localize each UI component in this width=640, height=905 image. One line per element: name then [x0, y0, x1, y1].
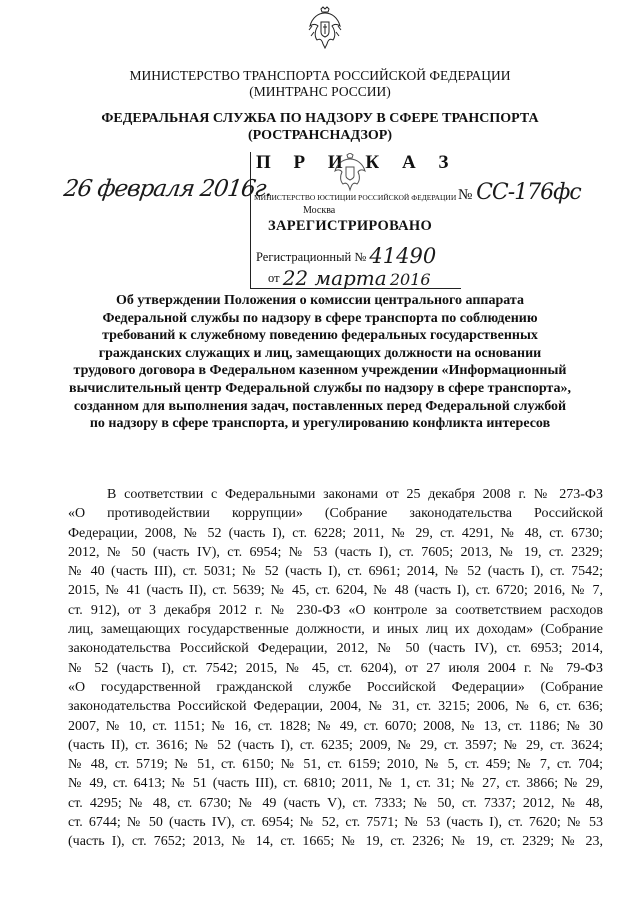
- body-line: ст. 912), от 3 декабря 2012 г. № 230-ФЗ «О контроле за соответствием расходов: [68, 602, 603, 618]
- stamp-reg-number: 41490: [369, 244, 437, 268]
- title-line: Федеральной службы по надзору в сфере транспорта по соблюдению: [102, 310, 538, 326]
- order-label: П Р И К А З: [256, 152, 458, 173]
- body-line: 2007, № 10, ст. 1151; № 16, ст. 1828; № 49, ст. 6070; 2008, № 13, ст. 1186; № 30: [68, 718, 603, 734]
- order-number-row: [458, 180, 581, 205]
- body-line: № 52 (часть I), ст. 7542; 2015, № 45, ст. 6204), от 27 июля 2004 г. № 79-ФЗ: [68, 660, 603, 676]
- order-number-prefix: №: [458, 187, 473, 203]
- title-line: трудового договора в Федеральном казенном учреждении «Информационный: [73, 363, 567, 379]
- body-line: (часть I), ст. 7652; 2013, № 14, ст. 1665; № 19, ст. 2326; № 19, ст. 2329; № 23,: [68, 834, 603, 850]
- body-line: «О государственной гражданской службе Российской Федерации» (Собрание: [68, 679, 603, 695]
- body-line: ст. 4295; № 48, ст. 6730; № 49 (часть V), ст. 7333; № 50, ст. 7337; 2012, № 48,: [68, 795, 603, 811]
- stamp-reg-number-label: Регистрационный №: [256, 250, 367, 264]
- stamp-date-row: [268, 263, 431, 290]
- ministry-abbr: (МИНТРАНС РОССИИ): [249, 84, 391, 99]
- body-line: законодательства Российской Федерации, 2012, № 50 (часть IV), ст. 6953; 2014,: [68, 641, 603, 657]
- title-line: гражданских служащих и лиц, замещающих должности на основании: [98, 345, 542, 361]
- document-title: [0, 292, 640, 433]
- body-line: № 48, ст. 5719; № 51, ст. 6150; № 51, ст. 6159; 2010, № 5, ст. 459; № 7, ст. 704;: [68, 757, 603, 773]
- title-line: требований к служебному поведению федеральных государственных: [102, 328, 538, 344]
- body-line: «О противодействии коррупции» (Собрание законодательства Российской: [68, 506, 603, 522]
- russian-coat-of-arms-icon: [308, 6, 342, 50]
- stamp-ministry-name: МИНИСТЕРСТВО ЮСТИЦИИ РОССИЙСКОЙ ФЕДЕРАЦИИ: [254, 193, 457, 202]
- stamp-emblem-icon: [330, 153, 370, 193]
- ministry-header: [0, 68, 640, 100]
- stamp-from-label: от: [268, 271, 280, 285]
- body-line: ст. 6744; № 50 (часть IV), ст. 6954; № 52, ст. 7571; № 53 (часть I), ст. 7620; № 53: [68, 815, 603, 831]
- body-line: законодательства Российской Федерации, 2004, № 31, ст. 3215; 2006, № 6, ст. 636;: [68, 699, 603, 715]
- body-line: 2012, № 50 (часть IV), ст. 6954; № 53 (часть I), ст. 7605; 2013, № 19, ст. 2329;: [68, 544, 603, 560]
- stamp-registered: ЗАРЕГИСТРИРОВАНО: [268, 218, 433, 234]
- title-line: по надзору в сфере транспорта, и урегулированию конфликта интересов: [89, 416, 551, 432]
- service-name: ФЕДЕРАЛЬНАЯ СЛУЖБА ПО НАДЗОРУ В СФЕРЕ ТРАНСПОРТА: [101, 111, 539, 126]
- body-line: В соответствии с Федеральными законами от 25 декабря 2008 г. № 273-ФЗ: [107, 487, 603, 502]
- body-line: № 49, ст. 6413; № 51 (часть III), ст. 6810; 2011, № 1, ст. 31; № 27, ст. 3866; № 29,: [68, 776, 603, 792]
- order-date: 26 февраля 2016г.: [62, 176, 274, 202]
- stamp-city: Москва: [303, 205, 336, 216]
- document-body: [68, 485, 603, 852]
- title-line: Об утверждении Положения о комиссии центрального аппарата: [116, 293, 524, 308]
- service-header: [0, 110, 640, 144]
- body-line: Федерации, 2008, № 52 (часть I), ст. 6228; 2011, № 29, ст. 4291, № 48, ст. 6730;: [68, 525, 603, 541]
- service-abbr: (РОСТРАНСНАДЗОР): [248, 128, 392, 143]
- body-line: 2015, № 41 (часть II), ст. 5639; № 45, ст. 6204, № 48 (часть I), ст. 6720; 2016, № 7,: [68, 583, 603, 599]
- order-number: СС-176фс: [476, 180, 581, 205]
- body-line: (часть II), ст. 3616; № 52 (часть I), ст. 6235; 2009, № 29, ст. 3597; № 29, ст. 3624;: [68, 737, 603, 753]
- ministry-name: МИНИСТЕРСТВО ТРАНСПОРТА РОССИЙСКОЙ ФЕДЕРАЦИИ: [129, 68, 511, 83]
- stamp-from-date: 22 марта: [282, 266, 387, 290]
- title-line: вычислительный центр Федеральной службы по надзору в сфере транспорта»,: [69, 380, 571, 396]
- title-line: созданном для выполнения задач, поставленных перед Федеральной службой: [73, 398, 567, 414]
- stamp-from-year: 2016: [389, 270, 431, 289]
- body-line: № 40 (часть III), ст. 5031; № 52 (часть I), ст. 6961; 2014, № 52 (часть I), ст. 7542;: [68, 564, 603, 580]
- body-line: лиц, замещающих государственные должности, и иных лиц их доходам» (Собрание: [68, 622, 603, 638]
